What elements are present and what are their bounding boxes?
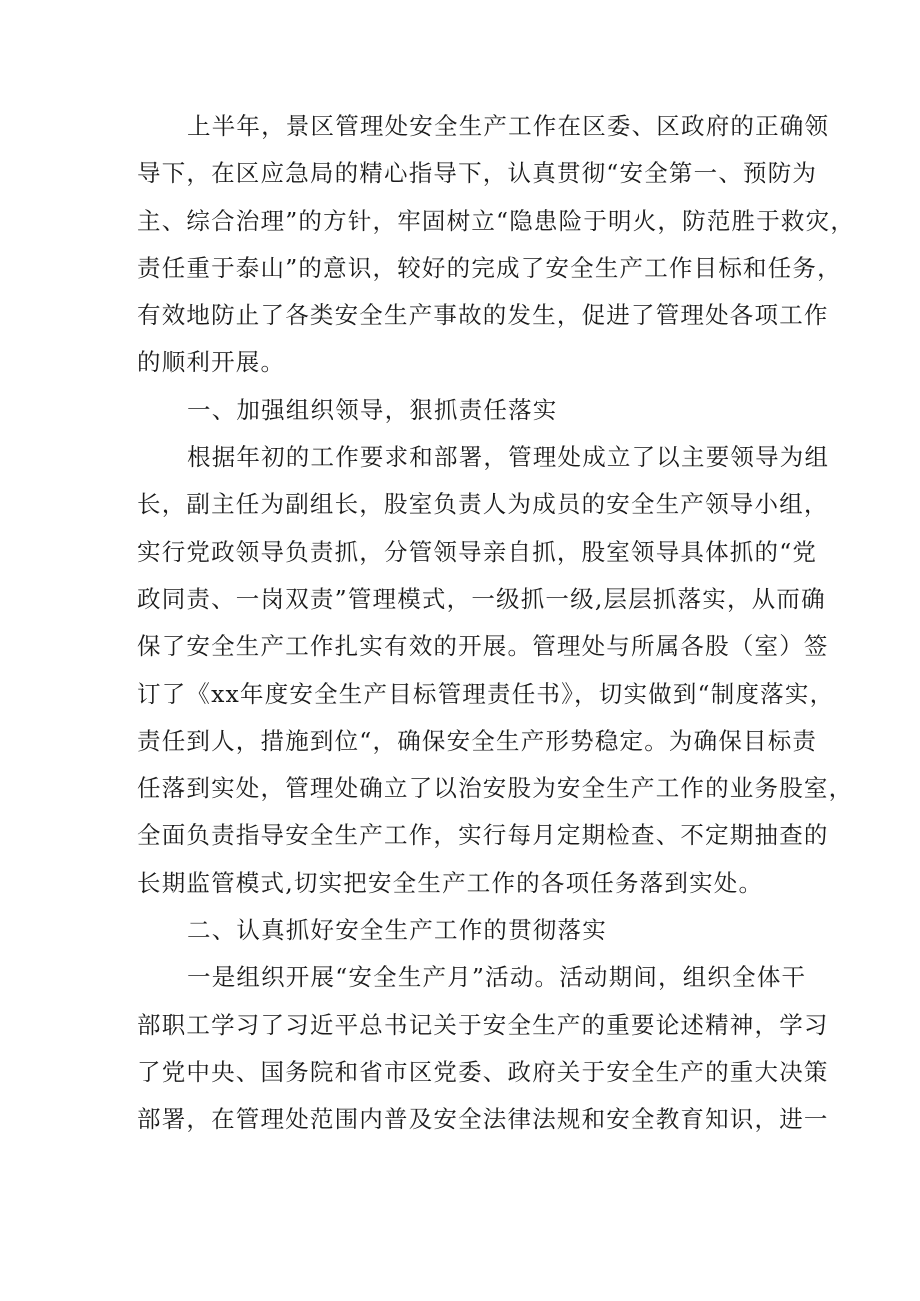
paragraph-line: 长期监管模式,切实把安全生产工作的各项任务落到实处。 [137, 868, 764, 897]
paragraph-line: 实行党政领导负责抓，分管领导亲自抓，股室领导具体抓的“党 [137, 537, 818, 566]
paragraph-line: 责任到人，措施到位“，确保安全生产形势稳定。为确保目标责 [137, 726, 818, 755]
paragraph-line: 长，副主任为副组长，股室负责人为成员的安全生产领导小组， [137, 490, 829, 519]
paragraph-line: 订了《xx年度安全生产目标管理责任书》，切实做到“制度落实， [137, 679, 835, 708]
paragraph-line: 一是组织开展“安全生产月”活动。活动期间，组织全体干 [187, 963, 807, 992]
paragraph-line: 导下，在区应急局的精心指导下，认真贯彻“安全第一、预防为 [137, 159, 818, 188]
section-heading: 二、认真抓好安全生产工作的贯彻落实 [187, 916, 607, 945]
paragraph-line: 保了安全生产工作扎实有效的开展。管理处与所属各股（室）签 [137, 632, 829, 661]
paragraph-line: 责任重于泰山”的意识，较好的完成了安全生产工作目标和任务， [137, 253, 842, 282]
paragraph-line: 部职工学习了习近平总书记关于安全生产的重要论述精神，学习 [137, 1010, 829, 1039]
paragraph-line: 主、综合治理”的方针，牢固树立“隐患险于明火，防范胜于救灾， [137, 206, 856, 235]
paragraph-line: 了党中央、国务院和省市区党委、政府关于安全生产的重大决策 [137, 1057, 829, 1086]
paragraph-line: 政同责、一岗双责”管理模式，一级抓一级,层层抓落实，从而确 [137, 584, 826, 613]
paragraph-line: 任落到实处，管理处确立了以治安股为安全生产工作的业务股室， [137, 774, 854, 803]
section-heading: 一、加强组织领导，狠抓责任落实 [187, 395, 558, 424]
paragraph-line: 根据年初的工作要求和部署，管理处成立了以主要领导为组 [187, 443, 830, 472]
paragraph-line: 有效地防止了各类安全生产事故的发生，促进了管理处各项工作 [137, 301, 829, 330]
document-body [137, 103, 856, 1144]
paragraph-line: 的顺利开展。 [137, 348, 286, 377]
paragraph-line: 全面负责指导安全生产工作，实行每月定期检查、不定期抽查的 [137, 821, 829, 850]
paragraph-line: 上半年，景区管理处安全生产工作在区委、区政府的正确领 [187, 112, 830, 140]
paragraph-line: 部署，在管理处范围内普及安全法律法规和安全教育知识，进一 [137, 1105, 829, 1134]
